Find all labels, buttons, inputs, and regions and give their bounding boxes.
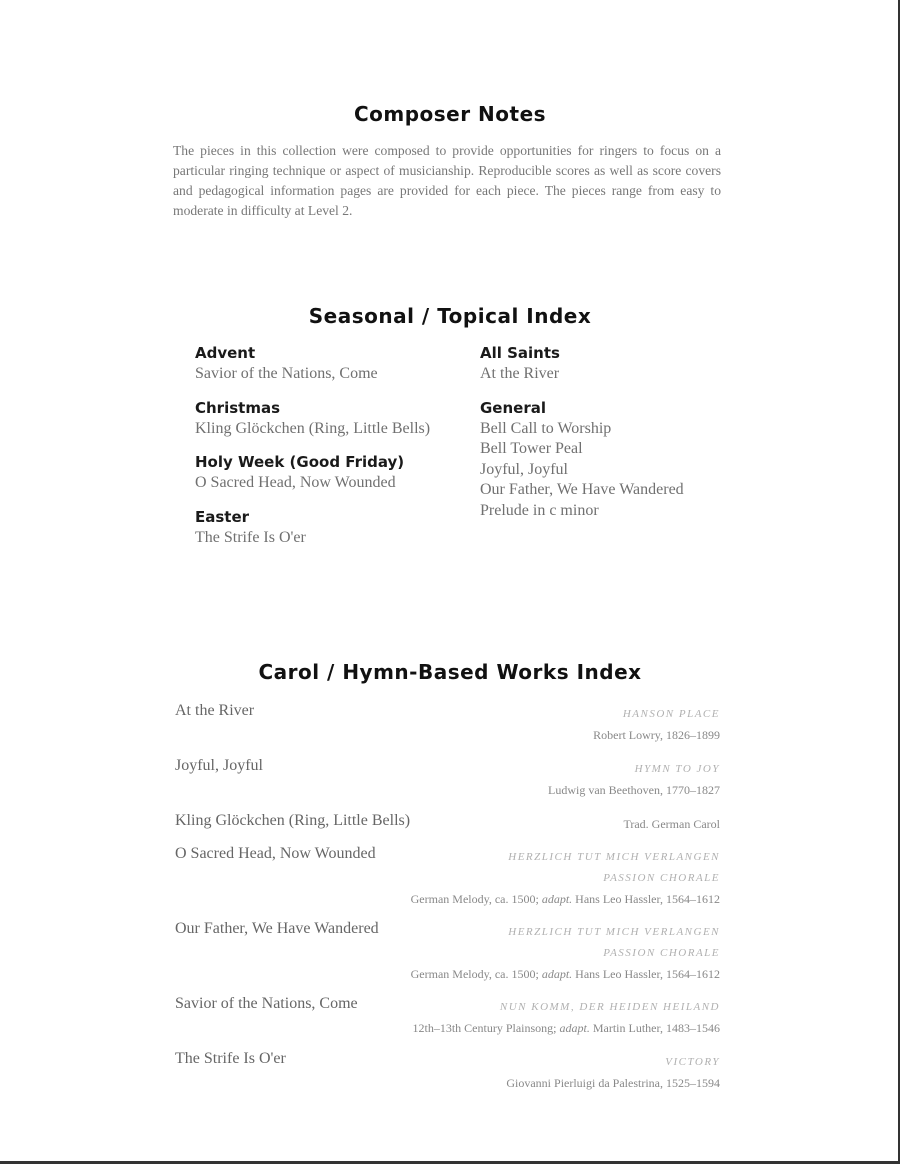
composer-credit: German Melody, ca. 1500; adapt. Hans Leo Hassler, 1564–1612 <box>410 892 720 906</box>
seasonal-index-heading: Seasonal / Topical Index <box>308 304 592 328</box>
season-piece: Kling Glöckchen (Ring, Little Bells) <box>195 419 431 437</box>
carol-credits <box>593 704 720 746</box>
composer-notes-body: The pieces in this collection were composed to provide opportunities for ringers to focus on a particular ringing technique or aspect of musicianship. Reproducible scores as well as score covers and pedagogical information pages are provided for each piece. The pieces range from easy to moderate in difficulty at Level 2. <box>173 143 721 218</box>
composer-credit: 12th–13th Century Plainsong; adapt. Martin Luther, 1483–1546 <box>412 1021 720 1035</box>
seasonal-index-left-column <box>195 342 475 560</box>
tune-name: HYMN TO JOY <box>634 763 720 775</box>
carol-title: Kling Glöckchen (Ring, Little Bells) <box>175 812 411 829</box>
tune-name: HERZLICH TUT MICH VERLANGEN <box>508 926 720 938</box>
composer-notes-heading: Composer Notes <box>353 102 547 126</box>
composer-credit: Trad. German Carol <box>623 817 720 831</box>
carol-title: O Sacred Head, Now Wounded <box>175 845 376 862</box>
season-title: Easter <box>195 507 250 526</box>
season-group <box>480 397 760 522</box>
tune-name: NUN KOMM, DER HEIDEN HEILAND <box>499 1001 720 1013</box>
composer-credit: Giovanni Pierluigi da Palestrina, 1525–1594 <box>506 1076 720 1090</box>
season-piece: The Strife Is O'er <box>195 528 306 546</box>
tune-name: HERZLICH TUT MICH VERLANGEN <box>508 851 720 863</box>
season-piece: Prelude in c minor <box>480 501 599 519</box>
carol-title: The Strife Is O'er <box>175 1050 286 1067</box>
carol-entry <box>175 757 720 812</box>
season-title: All Saints <box>480 344 560 362</box>
season-group <box>480 342 760 385</box>
carol-entry <box>175 812 720 845</box>
seasonal-index-right-column <box>480 342 760 533</box>
carol-entry <box>175 1050 720 1105</box>
composer-credit: Robert Lowry, 1826–1899 <box>593 728 720 742</box>
carol-entry <box>175 995 720 1050</box>
season-group <box>195 506 475 549</box>
carol-index-list <box>175 702 720 1105</box>
composer-credit: Ludwig van Beethoven, 1770–1827 <box>548 783 720 797</box>
carol-title: At the River <box>175 702 255 719</box>
carol-credits <box>411 847 720 910</box>
carol-title: Our Father, We Have Wandered <box>175 920 379 937</box>
carol-credits <box>506 1052 720 1094</box>
season-group <box>195 397 475 440</box>
carol-credits <box>623 814 720 835</box>
season-piece: O Sacred Head, Now Wounded <box>195 474 396 491</box>
tune-name: PASSION CHORALE <box>603 872 720 884</box>
carol-title: Joyful, Joyful <box>175 757 263 774</box>
carol-index-heading: Carol / Hymn-Based Works Index <box>258 660 642 684</box>
season-piece: Joyful, Joyful <box>480 460 568 478</box>
season-group <box>195 342 475 385</box>
season-title: Advent <box>195 344 256 362</box>
carol-credits <box>412 997 720 1039</box>
season-piece: Bell Tower Peal <box>480 440 583 457</box>
composer-credit: German Melody, ca. 1500; adapt. Hans Leo Hassler, 1564–1612 <box>410 967 720 981</box>
carol-entry <box>175 845 720 920</box>
carol-credits <box>548 759 720 801</box>
tune-name: PASSION CHORALE <box>603 947 720 959</box>
tune-name: HANSON PLACE <box>622 708 720 720</box>
tune-name: VICTORY <box>665 1056 720 1068</box>
carol-entry <box>175 702 720 757</box>
season-piece: At the River <box>480 365 560 382</box>
carol-entry <box>175 920 720 995</box>
season-title: General <box>480 398 546 417</box>
season-group <box>195 451 475 494</box>
season-piece: Savior of the Nations, Come <box>195 365 378 382</box>
season-piece: Bell Call to Worship <box>480 419 612 437</box>
carol-credits <box>411 922 720 985</box>
season-title: Holy Week (Good Friday) <box>195 453 405 471</box>
carol-title: Savior of the Nations, Come <box>175 995 358 1012</box>
season-piece: Our Father, We Have Wandered <box>480 481 684 498</box>
season-title: Christmas <box>195 398 281 417</box>
